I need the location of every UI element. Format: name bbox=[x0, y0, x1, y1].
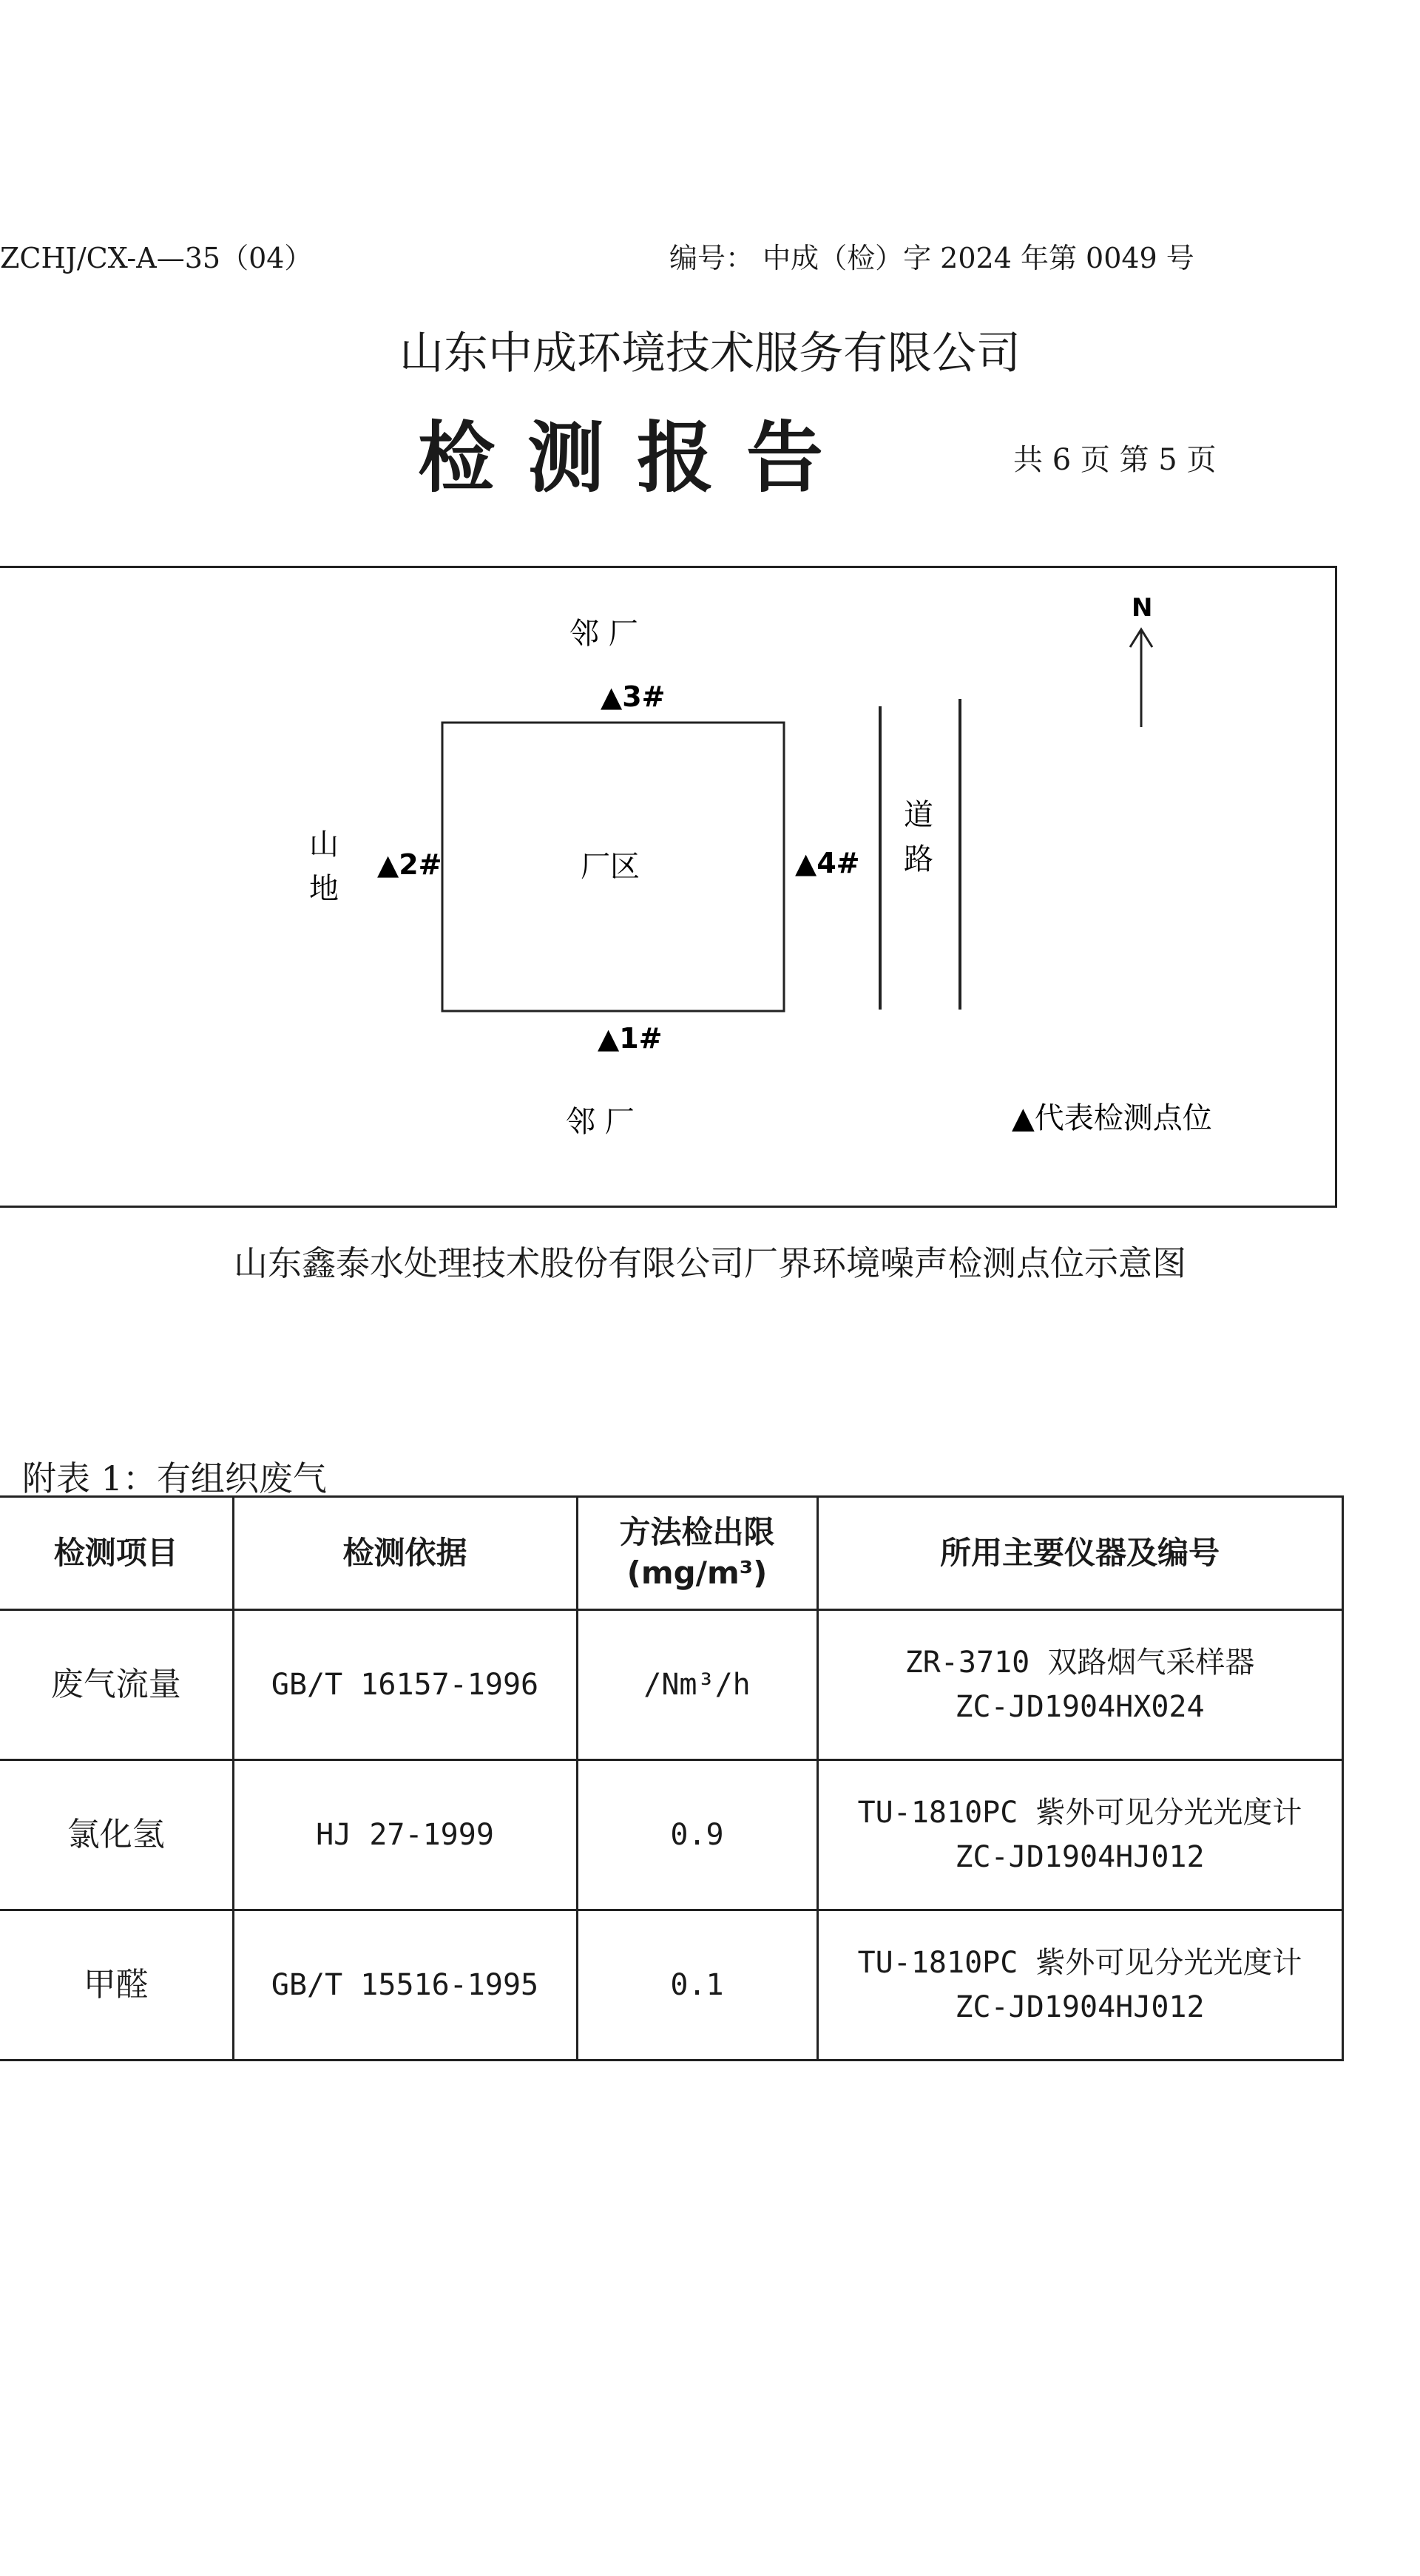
top-neighbor-label: 邻 厂 bbox=[569, 617, 638, 651]
header-instrument: 所用主要仪器及编号 bbox=[817, 1497, 1342, 1610]
bottom-neighbor-label: 邻 厂 bbox=[566, 1105, 635, 1139]
diagram-caption: 山东鑫泰水处理技术股份有限公司厂界环境噪声检测点位示意图 bbox=[234, 1243, 1186, 1283]
header-basis: 检测依据 bbox=[233, 1497, 577, 1610]
header-limit bbox=[577, 1497, 817, 1610]
point-4-label: ▲4# bbox=[795, 847, 860, 879]
point-2-label: ▲2# bbox=[377, 848, 442, 881]
instrument-name: TU-1810PC 紫外可见分光光度计 bbox=[857, 1796, 1302, 1830]
plant-area-label: 厂区 bbox=[581, 850, 640, 884]
header-item: 检测项目 bbox=[0, 1497, 233, 1610]
table-row bbox=[0, 1610, 1342, 1760]
page-info: 共 6 页 第 5 页 bbox=[1013, 443, 1217, 477]
point-1-label: ▲1# bbox=[598, 1022, 663, 1055]
company-name: 山东中成环境技术服务有限公司 bbox=[399, 328, 1021, 379]
north-arrow-icon bbox=[1130, 629, 1152, 727]
report-number: 编号： 中成（检）字 2024 年第 0049 号 bbox=[669, 242, 1194, 274]
detection-method-table bbox=[0, 1495, 1344, 2061]
left-label-mountain: 山 bbox=[309, 828, 339, 862]
row-instrument bbox=[817, 1910, 1342, 2061]
row-limit: /Nm³/h bbox=[577, 1610, 817, 1760]
instrument-code: ZC-JD1904HJ012 bbox=[955, 1840, 1205, 1874]
row-item: 废气流量 bbox=[0, 1610, 233, 1760]
header-limit-unit: (mg/m³) bbox=[626, 1555, 768, 1591]
road-label-dao: 道 bbox=[904, 798, 933, 832]
row-instrument bbox=[817, 1760, 1342, 1910]
instrument-code: ZC-JD1904HX024 bbox=[955, 1690, 1205, 1724]
row-limit: 0.1 bbox=[577, 1910, 817, 2061]
row-instrument bbox=[817, 1610, 1342, 1760]
road-label-lu: 路 bbox=[904, 842, 933, 876]
instrument-name: TU-1810PC 紫外可见分光光度计 bbox=[857, 1946, 1302, 1980]
table-header-row bbox=[0, 1497, 1342, 1610]
table-row bbox=[0, 1910, 1342, 2061]
point-3-label: ▲3# bbox=[601, 680, 666, 713]
row-item: 甲醛 bbox=[0, 1910, 233, 2061]
instrument-name: ZR-3710 双路烟气采样器 bbox=[905, 1646, 1255, 1680]
row-item: 氯化氢 bbox=[0, 1760, 233, 1910]
legend-label: ▲代表检测点位 bbox=[1012, 1101, 1212, 1135]
left-label-land: 地 bbox=[309, 872, 339, 906]
monitoring-points-diagram bbox=[0, 566, 1339, 1208]
row-basis: GB/T 15516-1995 bbox=[233, 1910, 577, 2061]
row-basis: GB/T 16157-1996 bbox=[233, 1610, 577, 1760]
north-label: N bbox=[1132, 593, 1153, 623]
row-limit: 0.9 bbox=[577, 1760, 817, 1910]
row-basis: HJ 27-1999 bbox=[233, 1760, 577, 1910]
table-caption: 附表 1：有组织废气 bbox=[22, 1458, 327, 1498]
instrument-code: ZC-JD1904HJ012 bbox=[955, 1990, 1205, 2024]
table-row bbox=[0, 1760, 1342, 1910]
report-title: 检测报告 bbox=[418, 412, 856, 503]
form-code: ZCHJ/CX-A—35（04） bbox=[0, 242, 313, 274]
header-limit-line1: 方法检出限 bbox=[619, 1514, 775, 1551]
